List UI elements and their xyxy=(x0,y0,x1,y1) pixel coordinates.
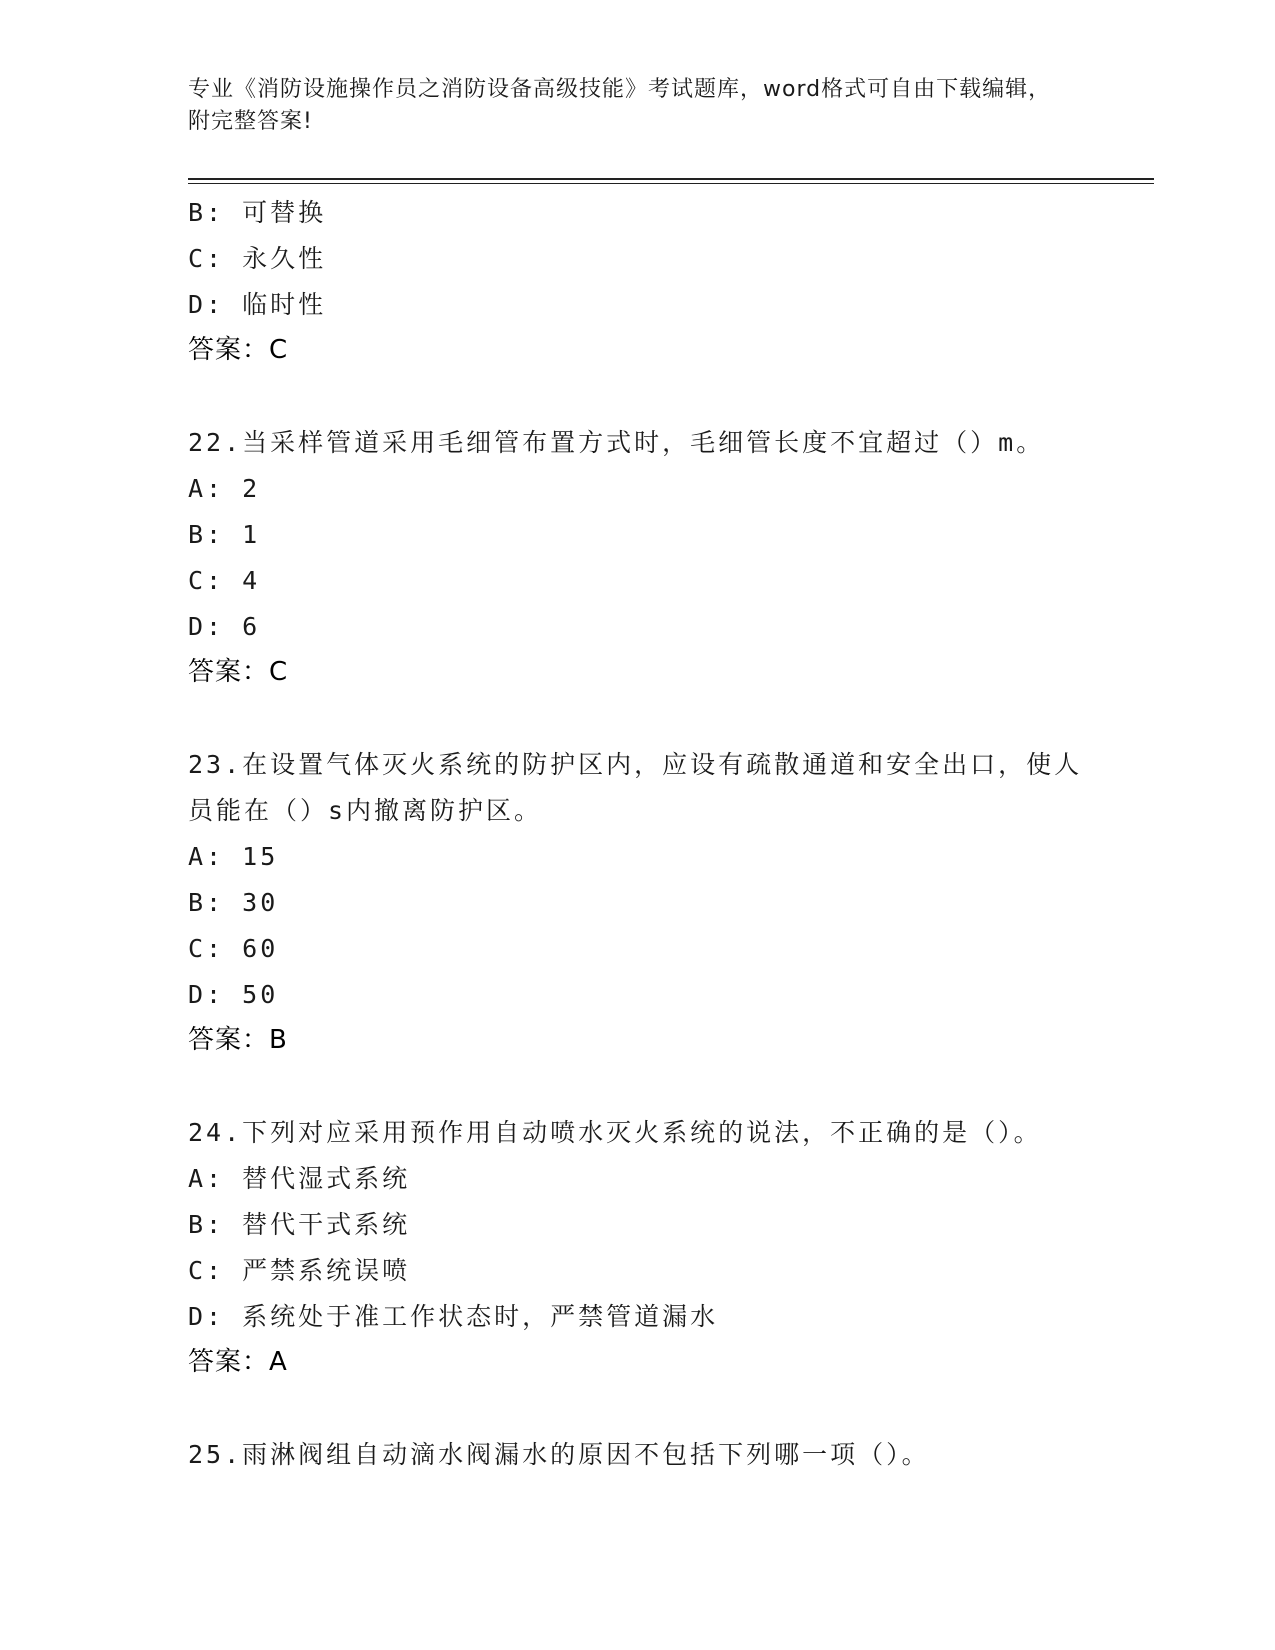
option-c: C: 60 xyxy=(188,934,279,963)
option-a: A: 15 xyxy=(188,842,279,871)
question-24-block xyxy=(188,1110,1118,1384)
document-header-intro: 专业《消防设施操作员之消防设备高级技能》考试题库，word格式可自由下载编辑，附完整答案! xyxy=(188,77,1052,134)
option-c: C: 严禁系统误喷 xyxy=(188,1256,411,1285)
option-b: B: 1 xyxy=(188,520,261,549)
option-b: B: 可替换 xyxy=(188,198,327,227)
question-list xyxy=(188,190,1118,1478)
option-a: A: 替代湿式系统 xyxy=(188,1164,411,1193)
header-divider-thin xyxy=(188,183,1154,184)
option-d: D: 6 xyxy=(188,612,261,641)
question-23-block xyxy=(188,742,1118,1062)
option-a: A: 2 xyxy=(188,474,261,503)
option-c: C: 永久性 xyxy=(188,244,327,273)
answer-line: 答案：A xyxy=(188,1347,288,1377)
question-text: 25.雨淋阀组自动滴水阀漏水的原因不包括下列哪一项（）。 xyxy=(188,1440,930,1469)
option-c: C: 4 xyxy=(188,566,261,595)
answer-line: 答案：C xyxy=(188,657,289,687)
question-text: 23.在设置气体灭火系统的防护区内，应设有疏散通道和安全出口，使人员能在（）s内撤离防护区。 xyxy=(188,750,1083,825)
question-21-block xyxy=(188,190,1118,372)
question-text: 24.下列对应采用预作用自动喷水灭火系统的说法，不正确的是（）。 xyxy=(188,1118,1042,1147)
question-22-block xyxy=(188,420,1118,694)
option-b: B: 替代干式系统 xyxy=(188,1210,411,1239)
option-d: D: 系统处于准工作状态时，严禁管道漏水 xyxy=(188,1302,719,1331)
answer-line: 答案：B xyxy=(188,1025,288,1055)
answer-line: 答案：C xyxy=(188,335,289,365)
question-text: 22.当采样管道采用毛细管布置方式时，毛细管长度不宜超过（）m。 xyxy=(188,428,1045,457)
option-d: D: 50 xyxy=(188,980,279,1009)
option-d: D: 临时性 xyxy=(188,290,327,319)
question-25-block xyxy=(188,1432,1118,1478)
header-divider-thick xyxy=(188,178,1154,180)
option-b: B: 30 xyxy=(188,888,279,917)
